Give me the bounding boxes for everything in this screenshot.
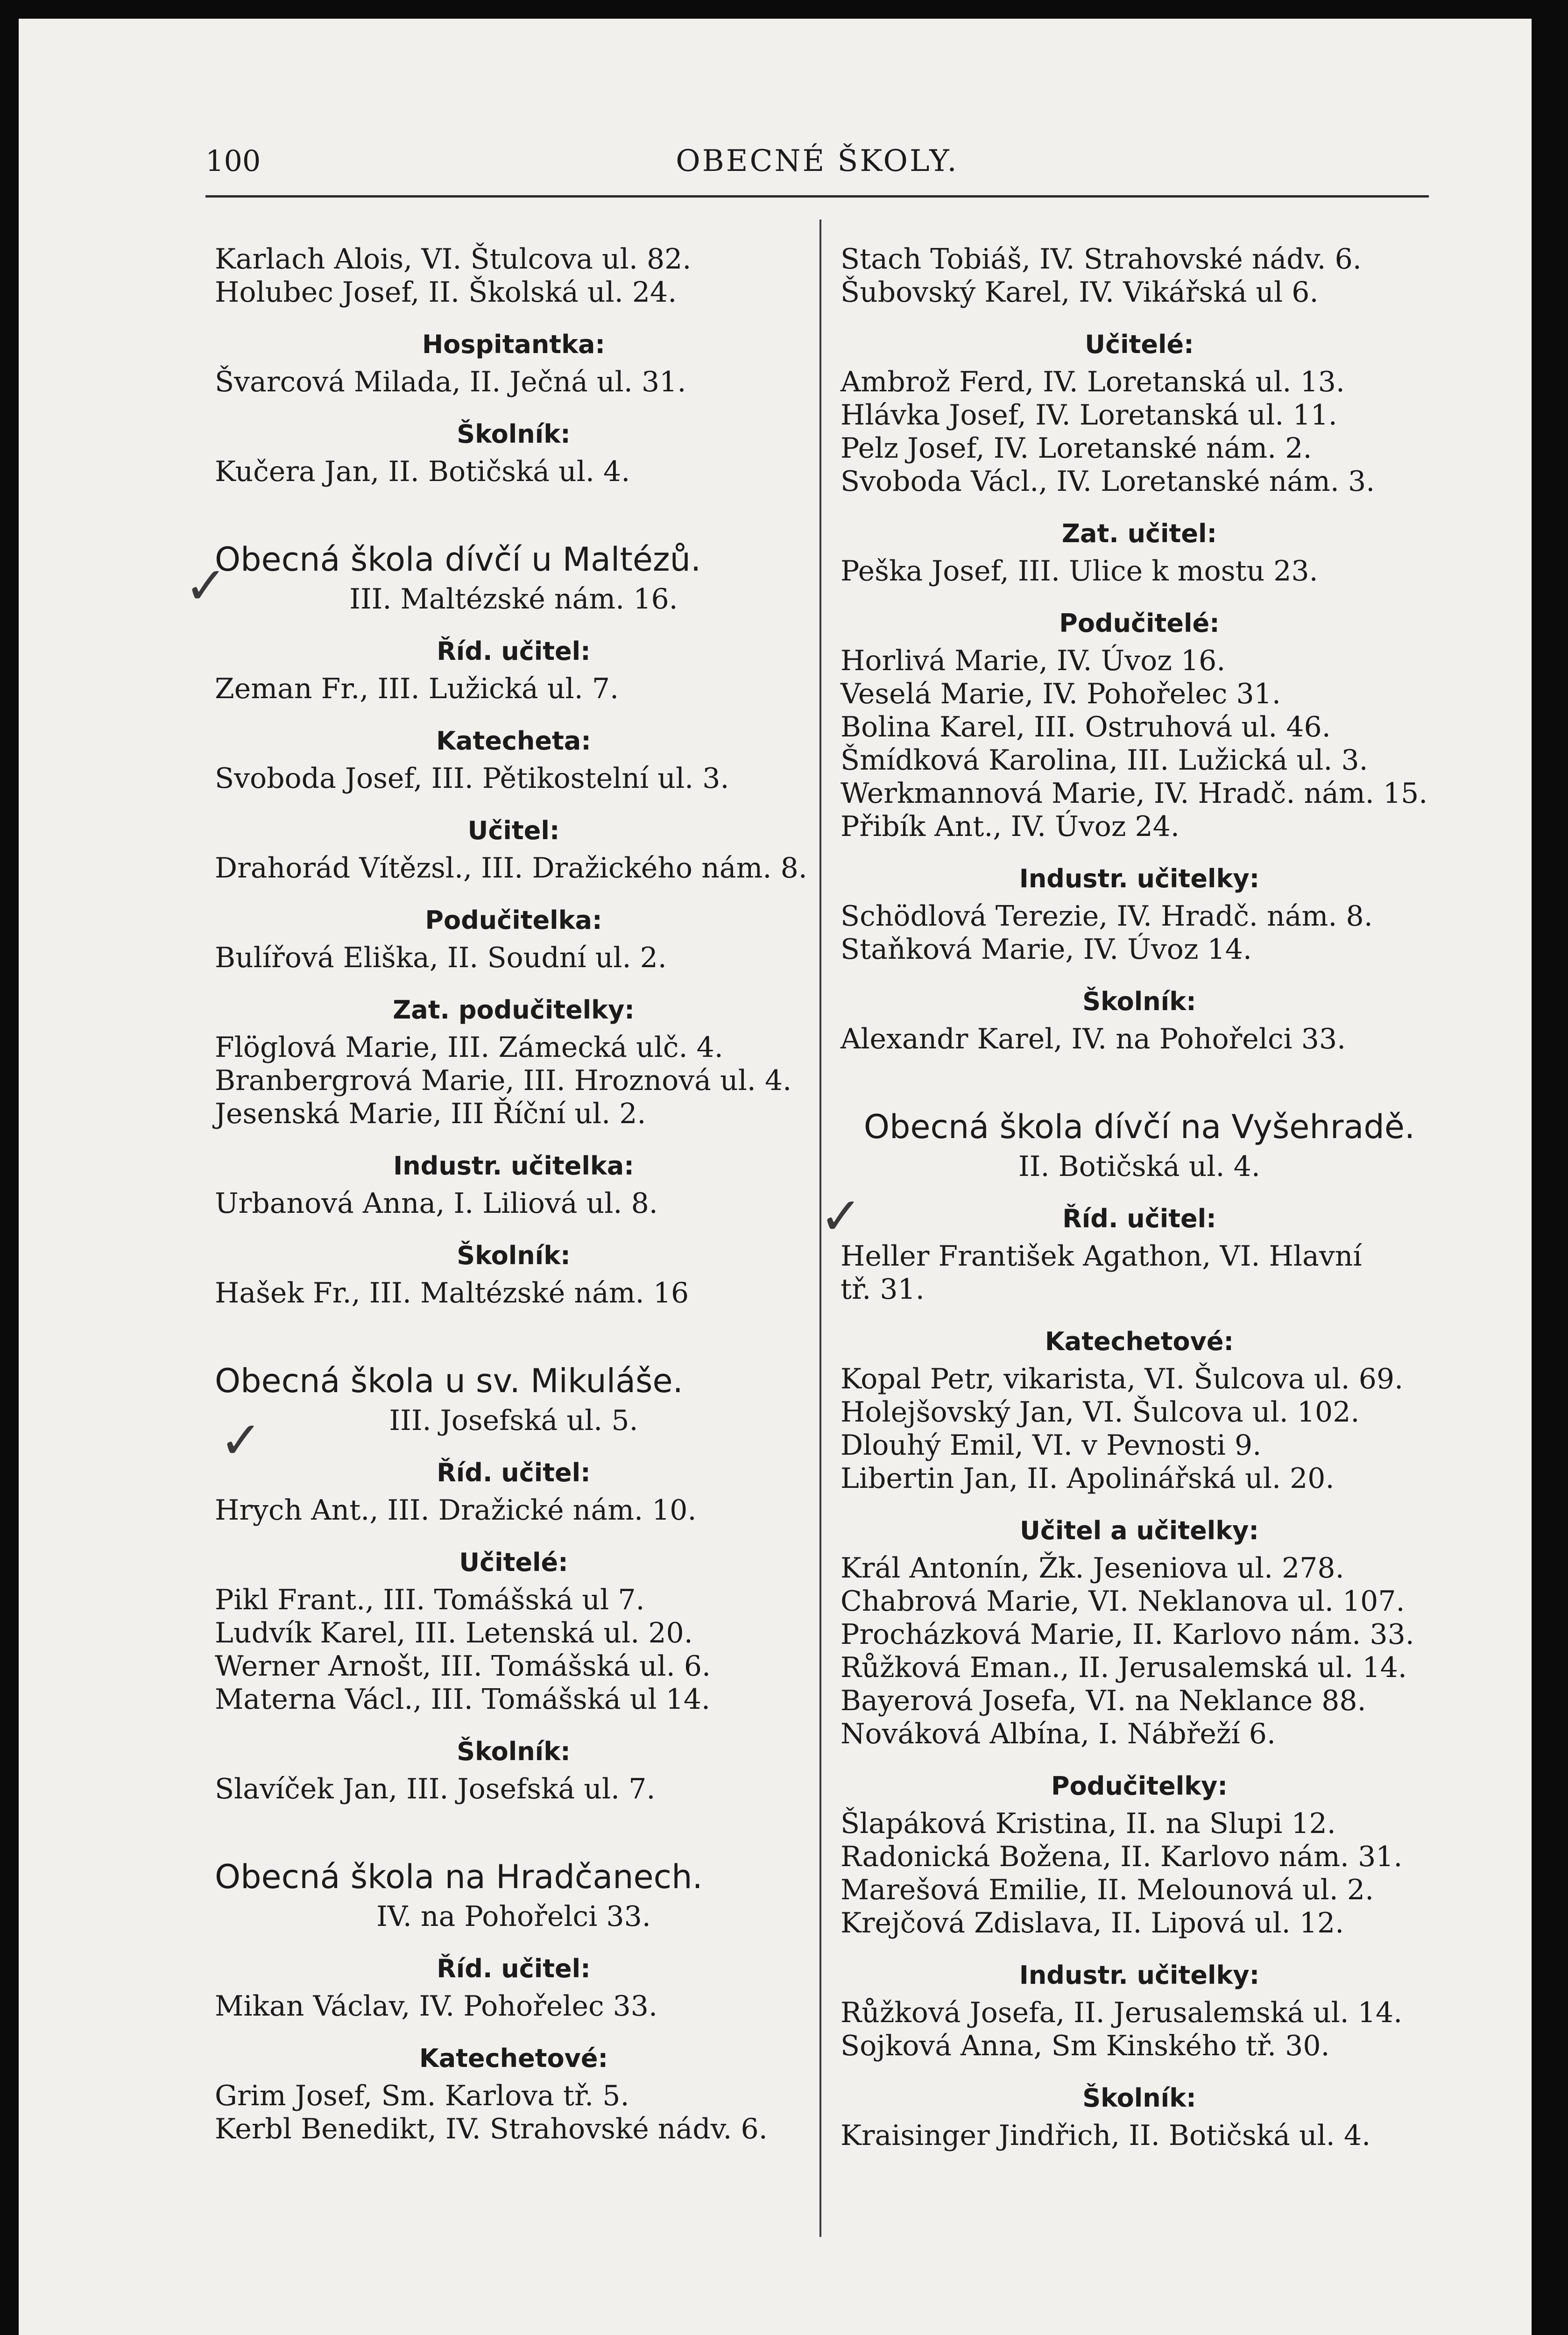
role-heading: Industr. učitelky: [1019,1960,1260,1990]
entry: Staňková Marie, IV. Úvoz 14. [841,933,1252,966]
entry: Procházková Marie, II. Karlovo nám. 33. [841,1618,1414,1651]
entry: Veselá Marie, IV. Pohořelec 31. [841,678,1281,710]
entry: Pikl Frant., III. Tomášská ul 7. [215,1584,645,1616]
entry: Mikan Václav, IV. Pohořelec 33. [215,1990,658,2023]
role-heading: Industr. učitelky: [1019,864,1260,893]
school-title: Obecná škola dívčí na Vyšehradě. [863,1108,1415,1146]
entry: Kučera Jan, II. Botičská ul. 4. [215,455,630,488]
role-heading: Podučitelka: [425,906,602,935]
entry: Heller František Agathon, VI. Hlavní [841,1240,1362,1273]
entry: Slavíček Jan, III. Josefská ul. 7. [215,1773,656,1805]
role-heading: Říd. učitel: [1062,1204,1216,1233]
entry: Branbergrová Marie, III. Hroznová ul. 4. [215,1064,792,1097]
entry: Hrych Ant., III. Dražické nám. 10. [215,1494,697,1527]
role-heading: Učitel: [467,816,560,845]
role-heading: Zat. učitel: [1061,519,1217,548]
entry: Bulířová Eliška, II. Soudní ul. 2. [215,941,667,974]
entry: Jesenská Marie, III Říční ul. 2. [215,1097,646,1130]
entry: Bayerová Josefa, VI. na Neklance 88. [841,1684,1366,1717]
entry: Urbanová Anna, I. Liliová ul. 8. [215,1187,658,1220]
entry: Drahorád Vítězsl., III. Dražického nám. 8. [215,852,807,884]
entry: Král Antonín, Žk. Jeseniova ul. 278. [841,1552,1344,1585]
entry: Kraisinger Jindřich, II. Botičská ul. 4. [841,2119,1371,2152]
entry: Šubovský Karel, IV. Vikářská ul 6. [841,276,1319,309]
entry: Holejšovský Jan, VI. Šulcova ul. 102. [841,1396,1360,1429]
entry: Peška Josef, III. Ulice k mostu 23. [841,555,1318,587]
entry: Růžková Eman., II. Jerusalemská ul. 14. [841,1651,1407,1684]
entry: Hlávka Josef, IV. Loretanská ul. 11. [841,399,1337,432]
entry: Chabrová Marie, VI. Neklanova ul. 107. [841,1585,1405,1618]
role-heading: Zat. podučitelky: [393,995,635,1025]
entry: Alexandr Karel, IV. na Pohořelci 33. [841,1023,1346,1055]
school-title: Obecná škola u sv. Mikuláše. [215,1362,683,1400]
entry: Bolina Karel, III. Ostruhová ul. 46. [841,711,1331,743]
entry: Werner Arnošt, III. Tomášská ul. 6. [215,1650,711,1683]
role-heading: Podučitelky: [1051,1771,1228,1801]
school-address: IV. na Pohořelci 33. [376,1900,651,1933]
entry: Pelz Josef, IV. Loretanské nám. 2. [841,432,1312,465]
entry: Schödlová Terezie, IV. Hradč. nám. 8. [841,900,1373,933]
entry: Radonická Božena, II. Karlovo nám. 31. [841,1840,1403,1873]
entry: Svoboda Josef, III. Pětikostelní ul. 3. [215,762,729,795]
role-heading: Školník: [457,1737,571,1766]
page-header [205,140,1429,182]
role-heading: Školník: [457,419,571,449]
page-number: 100 [205,144,261,178]
entry: Libertin Jan, II. Apolinářská ul. 20. [841,1462,1335,1495]
entry: Šlapáková Kristina, II. na Slupi 12. [841,1807,1336,1840]
school-title: Obecná škola dívčí u Maltézů. [215,540,701,579]
entry: Dlouhý Emil, VI. v Pevnosti 9. [841,1429,1262,1462]
role-heading: Učitelé: [1085,330,1194,359]
entry: Sojková Anna, Sm Kinského tř. 30. [841,2030,1330,2062]
entry: Zeman Fr., III. Lužická ul. 7. [215,672,619,705]
role-heading: Katechetové: [419,2044,608,2073]
left-column [215,243,812,2146]
school-address: III. Josefská ul. 5. [389,1404,638,1437]
school-address: II. Botičská ul. 4. [1018,1150,1260,1183]
running-head: OBECNÉ ŠKOLY. [676,144,959,178]
entry: Krejčová Zdislava, II. Lipová ul. 12. [841,1907,1344,1939]
checkmark-icon: ✓ [219,1410,263,1470]
entry: Nováková Albína, I. Nábřeží 6. [841,1718,1276,1750]
entry: Svoboda Václ., IV. Loretanské nám. 3. [841,465,1375,498]
right-column [841,243,1438,2152]
entry: tř. 31. [841,1273,925,1306]
role-heading: Industr. učitelka: [393,1151,634,1181]
role-heading: Katecheta: [436,726,591,756]
role-heading: Říd. učitel: [437,637,591,666]
school-title: Obecná škola na Hradčanech. [215,1858,703,1896]
entry: Kerbl Benedikt, IV. Strahovské nádv. 6. [215,2113,768,2145]
entry: Švarcová Milada, II. Ječná ul. 31. [215,366,686,398]
role-heading: Hospitantka: [422,330,606,359]
entry: Stach Tobiáš, IV. Strahovské nádv. 6. [841,243,1362,276]
role-heading: Podučitelé: [1059,609,1220,638]
entry: Horlivá Marie, IV. Úvoz 16. [841,644,1226,677]
entry: Ludvík Karel, III. Letenská ul. 20. [215,1617,693,1649]
role-heading: Říd. učitel: [437,1954,591,1983]
entry: Přibík Ant., IV. Úvoz 24. [841,810,1180,843]
entry: Flöglová Marie, III. Zámecká ulč. 4. [215,1031,723,1064]
role-heading: Učitel a učitelky: [1020,1516,1259,1545]
school-address: III. Maltézské nám. 16. [349,583,678,616]
entry: Šmídková Karolina, III. Lužická ul. 3. [841,744,1368,777]
entry: Werkmannová Marie, IV. Hradč. nám. 15. [841,777,1428,810]
role-heading: Školník: [1082,2083,1196,2113]
role-heading: Říd. učitel: [437,1458,591,1487]
checkmark-icon: ✓ [184,556,228,616]
entry: Růžková Josefa, II. Jerusalemská ul. 14. [841,1996,1403,2029]
entry: Marešová Emilie, II. Melounová ul. 2. [841,1874,1374,1906]
entry: Hašek Fr., III. Maltézské nám. 16 [215,1277,689,1309]
checkmark-icon: ✓ [819,1186,863,1246]
role-heading: Katechetové: [1045,1327,1234,1356]
entry: Karlach Alois, VI. Štulcova ul. 82. [215,243,692,276]
entry: Materna Václ., III. Tomášská ul 14. [215,1683,711,1716]
entry: Holubec Josef, II. Školská ul. 24. [215,276,677,309]
entry: Grim Josef, Sm. Karlova tř. 5. [215,2080,629,2112]
role-heading: Učitelé: [459,1548,568,1577]
entry: Ambrož Ferd, IV. Loretanská ul. 13. [841,366,1345,398]
role-heading: Školník: [457,1241,571,1270]
role-heading: Školník: [1082,987,1196,1016]
header-rule [205,195,1429,198]
entry: Kopal Petr, vikarista, VI. Šulcova ul. 69. [841,1363,1404,1395]
